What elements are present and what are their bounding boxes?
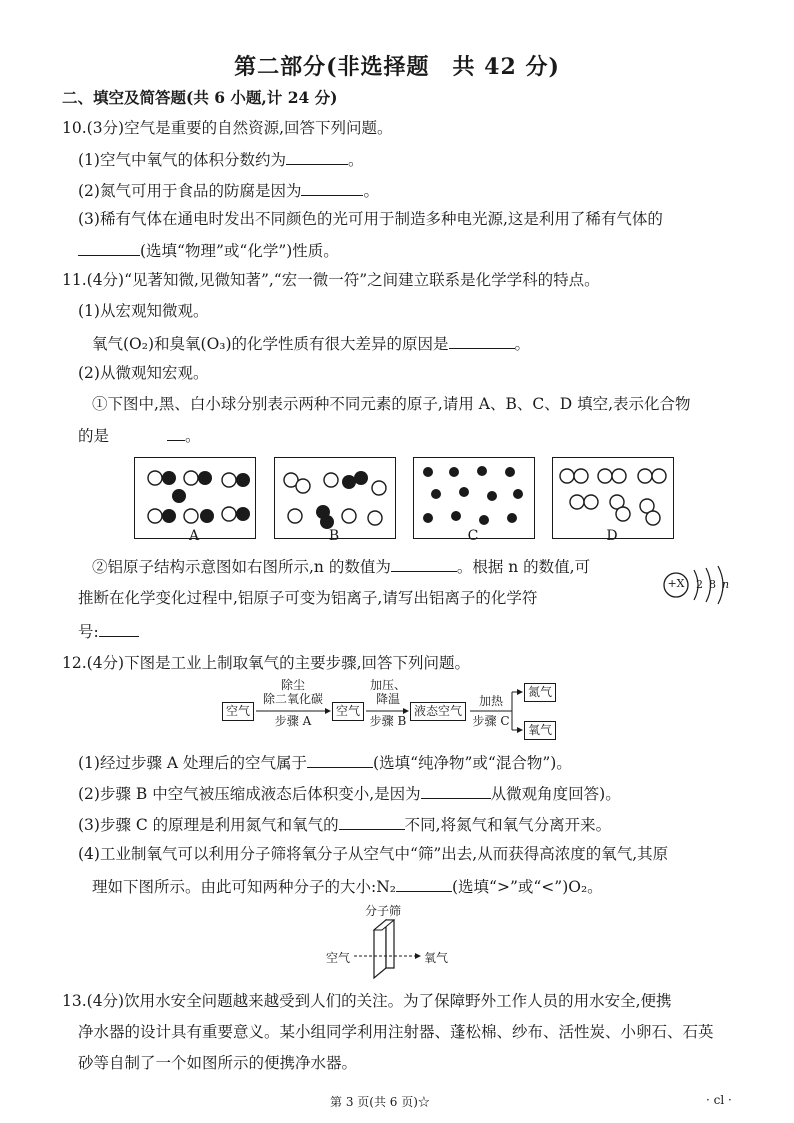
q11-part2b: 的是 。 — [78, 424, 201, 446]
particle-diagram-a — [135, 458, 255, 538]
particle-box-c — [413, 457, 535, 539]
flow-step-b-top2: 降温 — [375, 692, 400, 706]
flow-box-liquid-air: 液态空气 — [410, 702, 466, 721]
q12-blank1[interactable] — [307, 751, 373, 768]
flow-box-oxygen: 氧气 — [524, 721, 556, 740]
q11-blank2[interactable] — [167, 424, 185, 441]
particle-diagram-c — [414, 458, 534, 538]
q11-part2d: 推断在化学变化过程中,铝原子可变为铝离子,请写出铝离子的化学符 — [78, 589, 538, 607]
q11-part2c: ②铝原子结构示意图如右图所示,n 的数值为 。根据 n 的数值,可 — [92, 555, 590, 577]
q10-part3a: (3)稀有气体在通电时发出不同颜色的光可用于制造多种电光源,这是利用了稀有气体的 — [78, 210, 663, 228]
q11-part1: (1)从宏观知微观。 — [78, 302, 209, 320]
q11-blank4[interactable] — [99, 620, 139, 637]
q12-part2: (2)步骤 B 中空气被压缩成液态后体积变小,是因为 从微观角度回答)。 — [78, 782, 621, 804]
flow-step-c-label: 步骤 C — [472, 714, 510, 728]
q12-stem: 12.(4分)下图是工业上制取氧气的主要步骤,回答下列问题。 — [62, 654, 471, 672]
q12-part3: (3)步骤 C 的原理是利用氮气和氧气的 不同,将氮气和氧气分离开来。 — [78, 813, 611, 835]
q10-part1: (1)空气中氧气的体积分数约为 。 — [78, 148, 363, 170]
box-label-d: D — [606, 528, 618, 544]
q10-part3b: (选填“物理”或“化学”)性质。 — [78, 239, 339, 261]
page-footer-code: · cl · — [706, 1093, 732, 1107]
flow-step-b-top1: 加压、 — [369, 678, 406, 692]
particle-box-b — [274, 457, 396, 539]
q11-part2a: ①下图中,黑、白小球分别表示两种不同元素的原子,请用 A、B、C、D 填空,表示化合物 — [92, 395, 691, 413]
flow-step-c-top: 加热 — [478, 694, 503, 708]
flow-step-a-top1: 除尘 — [280, 678, 305, 692]
q11-blank1[interactable] — [449, 332, 515, 349]
atom-shell-1: 2 — [696, 578, 703, 591]
q11-part1a: 氧气(O₂)和臭氧(O₃)的化学性质有很大差异的原因是 。 — [92, 332, 530, 354]
flow-step-a-top2: 除二氧化碳 — [262, 692, 323, 706]
sieve-input-label: 空气 — [326, 951, 351, 965]
box-label-b: B — [328, 528, 340, 544]
sieve-label: 分子筛 — [364, 904, 401, 918]
particle-diagram-b — [275, 458, 395, 538]
q12-part4a: (4)工业制氧气可以利用分子筛将氧分子从空气中“筛”出去,从而获得高浓度的氧气,其原 — [78, 845, 669, 863]
q13-line2: 净水器的设计具有重要意义。某小组同学利用注射器、蓬松棉、纱布、活性炭、小卵石、石英 — [78, 1023, 714, 1041]
q11-part2: (2)从微观知宏观。 — [78, 364, 209, 382]
flow-step-b-label: 步骤 B — [369, 714, 407, 728]
q13-line1: 13.(4分)饮用水安全问题越来越受到人们的关注。为了保障野外工作人员的用水安全,便携 — [62, 992, 672, 1010]
page-title: 第二部分(非选择题 共 42 分) — [234, 54, 560, 80]
aluminum-atom-diagram — [662, 560, 742, 610]
q12-part1: (1)经过步骤 A 处理后的空气属于 (选填“纯净物”或“混合物”)。 — [78, 751, 572, 773]
q10-blank2[interactable] — [301, 179, 363, 196]
q11-blank3[interactable] — [391, 555, 457, 572]
molecular-sieve-diagram — [320, 902, 470, 982]
q10-blank3[interactable] — [78, 239, 140, 256]
particle-box-d — [552, 457, 674, 539]
sieve-icon — [320, 902, 470, 982]
atom-shell-3: n — [722, 578, 730, 591]
q11-stem: 11.(4分)“见著知微,见微知著”,“宏一微一符”之间建立联系是化学学科的特点。 — [62, 271, 600, 289]
q12-blank2[interactable] — [421, 782, 491, 799]
q10-stem: 10.(3分)空气是重要的自然资源,回答下列问题。 — [62, 119, 393, 137]
atom-shell-2: 8 — [709, 578, 716, 591]
sieve-output-label: 氧气 — [424, 951, 449, 965]
flow-box-air-clean: 空气 — [332, 702, 364, 721]
q10-part2: (2)氮气可用于食品的防腐是因为 。 — [78, 179, 379, 201]
q12-blank3[interactable] — [339, 813, 405, 830]
section-heading: 二、填空及简答题(共 6 小题,计 24 分) — [62, 88, 338, 107]
atom-nucleus: +X — [667, 577, 685, 590]
box-label-c: C — [467, 528, 479, 544]
q12-blank4[interactable] — [396, 875, 452, 892]
q12-part4b: 理如下图所示。由此可知两种分子的大小:N₂ (选填“>”或“<”)O₂。 — [92, 875, 603, 897]
flow-box-nitrogen: 氮气 — [524, 683, 556, 702]
q11-part2e: 号: — [78, 620, 139, 642]
oxygen-process-flowchart — [222, 676, 562, 742]
box-label-a: A — [188, 528, 200, 544]
flow-box-air: 空气 — [222, 702, 254, 721]
particle-diagram-d — [553, 458, 673, 538]
q13-line3: 砂等自制了一个如图所示的便携净水器。 — [78, 1054, 358, 1072]
particle-box-a — [134, 457, 256, 539]
q10-blank1[interactable] — [286, 148, 348, 165]
flow-step-a-label: 步骤 A — [274, 714, 312, 728]
page-footer-number: 第 3 页(共 6 页)☆ — [330, 1095, 430, 1109]
